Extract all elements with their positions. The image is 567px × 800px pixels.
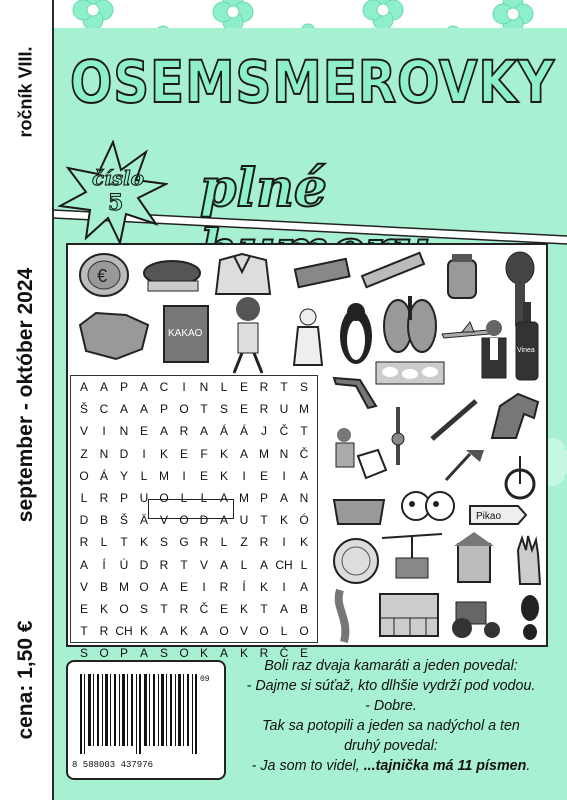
grid-cell: T <box>160 601 168 616</box>
grid-cell: A <box>219 557 228 572</box>
grid-cell: A <box>159 624 168 639</box>
grid-row <box>74 576 314 598</box>
grid-cell: K <box>139 535 148 550</box>
joke-line <box>226 736 556 756</box>
grid-cell: Č <box>279 424 289 439</box>
grid-cell: K <box>219 446 228 461</box>
jar-icon <box>442 250 482 311</box>
grid-cell: K <box>179 624 188 639</box>
grid-cell: O <box>139 579 149 594</box>
grid-cell: O <box>219 624 229 639</box>
grid-cell: N <box>299 491 309 506</box>
grid-cell: R <box>79 535 89 550</box>
grid-cell: P <box>119 380 128 395</box>
grid-row <box>74 598 314 620</box>
grid-cell: B <box>99 579 108 594</box>
grid-cell: E <box>79 601 88 616</box>
grid-cell: V <box>199 557 208 572</box>
grid-cell: T <box>180 557 188 572</box>
grid-cell: L <box>140 468 148 483</box>
grid-cell: K <box>99 601 108 616</box>
spine <box>0 0 54 800</box>
horse-icon <box>484 388 546 449</box>
unicycle-icon <box>494 452 538 505</box>
grid-cell: Y <box>119 468 128 483</box>
grid-cell: M <box>259 446 269 461</box>
grid-cell: A <box>139 380 148 395</box>
grid-cell: Z <box>240 535 248 550</box>
issue-starburst <box>58 140 168 245</box>
grid-cell: S <box>139 601 148 616</box>
grid-cell: O <box>159 491 169 506</box>
grid-cell: V <box>239 624 248 639</box>
grid-cell: C <box>99 402 109 417</box>
grid-cell: A <box>79 380 88 395</box>
period-label: september - október 2024 <box>14 267 37 523</box>
tractor-icon <box>446 594 506 645</box>
grid-cell: A <box>239 446 248 461</box>
grid-cell: Ó <box>299 513 309 528</box>
grid-cell: T <box>80 624 88 639</box>
grid-cell: E <box>179 579 188 594</box>
grid-cell: P <box>119 646 128 661</box>
grid-cell: Á <box>239 424 248 439</box>
toothpaste-label: Pikao <box>476 511 502 522</box>
grid-cell: I <box>282 468 286 483</box>
grid-cell: Á <box>99 468 108 483</box>
rope-knot-icon <box>388 405 408 472</box>
grid-cell: L <box>300 557 308 572</box>
barcode-issue-code: 09 <box>200 675 210 684</box>
grid-cell: A <box>299 579 308 594</box>
joke-line <box>226 676 556 696</box>
joke-line-text: druhý povedal: <box>344 738 438 754</box>
grid-cell: E <box>259 468 268 483</box>
grid-cell: I <box>282 579 286 594</box>
grid-cell: C <box>159 380 169 395</box>
grid-cell: A <box>219 646 228 661</box>
grid-row <box>74 443 314 465</box>
footprint-icon <box>516 592 544 647</box>
grid-row <box>74 465 314 487</box>
grid-cell: D <box>139 557 149 572</box>
grid-cell: O <box>99 646 109 661</box>
grid-cell: Ä <box>139 513 148 528</box>
grid-cell: R <box>99 624 109 639</box>
grid-cell: K <box>299 535 308 550</box>
grid-cell: F <box>200 446 208 461</box>
grid-cell: K <box>239 646 248 661</box>
grid-cell: Š <box>119 513 128 528</box>
grid-cell: K <box>279 513 288 528</box>
chairlift-icon <box>382 530 442 595</box>
euro-coin-icon <box>78 252 130 303</box>
joke-line-text: - Dobre. <box>365 698 417 714</box>
grid-cell: S <box>299 380 308 395</box>
grid-cell: E <box>139 424 148 439</box>
grid-cell: N <box>279 446 289 461</box>
grid-cell: R <box>259 402 269 417</box>
grid-cell: A <box>119 402 128 417</box>
grid-cell: K <box>159 446 168 461</box>
grid-cell: A <box>139 402 148 417</box>
grid-cell: E <box>239 380 248 395</box>
waiter-icon <box>476 318 512 389</box>
grid-cell: E <box>219 601 228 616</box>
grid-cell: O <box>79 468 89 483</box>
grid-cell: A <box>159 579 168 594</box>
volume-label: ročník VIII. <box>15 46 36 138</box>
hammock-icon <box>286 250 358 299</box>
grid-cell: Í <box>242 579 246 594</box>
grid-cell: D <box>79 513 89 528</box>
joke-line <box>226 656 556 676</box>
grid-cell: U <box>139 491 149 506</box>
price-label: cena: 1,50 € <box>14 620 37 740</box>
grid-cell: T <box>120 535 128 550</box>
grid-cell: R <box>179 601 189 616</box>
joke-line-text: - Dajme si súťaž, kto dlhšie vydrží pod vodou. <box>246 678 536 694</box>
grid-cell: B <box>99 513 108 528</box>
grid-cell: T <box>260 601 268 616</box>
map-icon <box>76 305 154 370</box>
grid-cell: Í <box>102 557 106 572</box>
grid-cell: K <box>219 468 228 483</box>
grid-cell: A <box>299 468 308 483</box>
angel-icon <box>288 305 328 374</box>
grid-cell: I <box>182 468 186 483</box>
grid-cell: R <box>259 380 269 395</box>
grid-cell: N <box>119 424 129 439</box>
grid-cell: K <box>239 601 248 616</box>
grid-cell: K <box>199 646 208 661</box>
sheep-flock-icon <box>374 352 448 393</box>
pandas-icon <box>398 482 458 533</box>
wine-label: Vinea <box>517 347 535 354</box>
grid-row <box>74 531 314 553</box>
svg-text:€: € <box>97 266 108 286</box>
grid-cell: I <box>202 579 206 594</box>
grid-cell: CH <box>115 624 133 639</box>
grid-cell: K <box>139 624 148 639</box>
grid-cell: O <box>299 624 309 639</box>
grid-cell: M <box>239 491 249 506</box>
joke-line-text: Tak sa potopili a jeden sa nadýchol a ten <box>262 718 520 734</box>
grid-cell: M <box>159 468 169 483</box>
grid-cell: O <box>259 624 269 639</box>
tag-icon <box>354 448 390 485</box>
grid-cell: Á <box>219 424 228 439</box>
grid-cell: V <box>79 424 88 439</box>
grid-cell: M <box>119 579 129 594</box>
grid-cell: A <box>79 557 88 572</box>
ruler-icon <box>358 250 428 295</box>
grid-cell: L <box>220 380 228 395</box>
hamster-wheel-icon <box>330 535 382 592</box>
grid-cell: I <box>142 446 146 461</box>
issue-label: číslo <box>92 166 144 190</box>
grid-cell: Č <box>299 446 309 461</box>
grid-cell: I <box>282 535 286 550</box>
grid-cell: S <box>159 646 168 661</box>
grid-cell: R <box>259 535 269 550</box>
wine-bottle-icon <box>512 300 542 389</box>
grid-cell: O <box>179 513 189 528</box>
grid-cell: Z <box>80 446 88 461</box>
house-icon <box>452 530 496 589</box>
grid-cell: L <box>80 491 88 506</box>
joke-line-text: - Ja som to videl, <box>251 758 364 774</box>
grid-cell: R <box>219 579 229 594</box>
grid-cell: E <box>239 402 248 417</box>
grid-cell: L <box>100 535 108 550</box>
hand-icon <box>510 530 546 591</box>
grid-cell: L <box>220 535 228 550</box>
grid-row <box>74 376 314 398</box>
grid-cell: A <box>99 380 108 395</box>
grid-cell: O <box>179 402 189 417</box>
grid-cell: N <box>99 446 109 461</box>
joke-end: . <box>526 758 531 774</box>
title-plne-humoru: plné <box>200 158 328 219</box>
grid-cell: B <box>299 601 308 616</box>
grid-cell: T <box>260 513 268 528</box>
grid-cell: A <box>199 424 208 439</box>
grid-cell: E <box>299 646 308 661</box>
grid-cell: Č <box>199 601 209 616</box>
balcony-icon <box>376 590 442 645</box>
man-with-sack-icon <box>218 295 278 380</box>
grid-cell: J <box>261 424 267 439</box>
joke-line-text: Boli raz dvaja kamaráti a jeden povedal: <box>264 658 518 674</box>
grid-cell: P <box>119 491 128 506</box>
grid-cell: A <box>279 601 288 616</box>
joke-line <box>226 756 556 776</box>
grid-cell: S <box>159 535 168 550</box>
grid-cell: N <box>199 380 209 395</box>
grid-cell: L <box>180 491 188 506</box>
grid-cell: A <box>159 424 168 439</box>
joke-line <box>226 696 556 716</box>
cocoa-package-icon <box>160 302 212 371</box>
title-osemsmerovky: OSEMSMEROVKY <box>70 48 555 116</box>
cocoa-label: KAKAO <box>168 328 203 339</box>
grid-cell: M <box>299 402 309 417</box>
esophagus-icon <box>330 588 360 649</box>
penguin-icon <box>336 298 376 373</box>
issue-number: 5 <box>108 190 124 216</box>
grid-cell: I <box>102 424 106 439</box>
grid-cell: V <box>159 513 168 528</box>
brush-icon <box>140 255 202 306</box>
grid-cell: Š <box>79 402 88 417</box>
grid-cell: O <box>119 601 129 616</box>
joke-line <box>226 716 556 736</box>
barcode-number: 8 588003 437976 <box>72 760 154 770</box>
grid-cell: R <box>99 491 109 506</box>
grid-cell: S <box>219 402 228 417</box>
grid-cell: T <box>300 424 308 439</box>
grid-cell: T <box>200 402 208 417</box>
grid-cell: R <box>199 535 209 550</box>
example-word-box <box>148 499 234 519</box>
grid-cell: K <box>259 579 268 594</box>
grid-row <box>74 420 314 442</box>
grid-cell: T <box>280 380 288 395</box>
grid-cell: I <box>182 380 186 395</box>
grid-cell: E <box>199 468 208 483</box>
grid-cell: CH <box>275 557 293 572</box>
grid-cell: R <box>179 424 189 439</box>
grid-cell: A <box>279 491 288 506</box>
grid-cell: L <box>280 624 288 639</box>
tent-icon <box>330 488 388 533</box>
grid-cell: R <box>159 557 169 572</box>
grid-cell: Č <box>279 646 289 661</box>
grid-cell: A <box>219 513 228 528</box>
grid-cell: D <box>199 513 209 528</box>
grid-cell: R <box>259 646 269 661</box>
boomerang-icon <box>330 372 380 417</box>
grid-cell: P <box>259 491 268 506</box>
grid-cell: Ú <box>119 557 129 572</box>
grid-cell: G <box>179 535 189 550</box>
grid-cell: A <box>259 557 268 572</box>
joke-punchline: ...tajnička má 11 písmen <box>363 758 527 774</box>
grid-cell: L <box>240 557 248 572</box>
grid-cell: P <box>159 402 168 417</box>
grid-cell: A <box>219 491 228 506</box>
grid-cell: U <box>239 513 249 528</box>
grid-cell: U <box>279 402 289 417</box>
grid-cell: A <box>139 646 148 661</box>
grid-cell: V <box>79 579 88 594</box>
grid-row <box>74 398 314 420</box>
grid-cell: S <box>79 646 88 661</box>
grid-row <box>74 554 314 576</box>
grid-cell: I <box>242 468 246 483</box>
grid-cell: L <box>200 491 208 506</box>
grid-row <box>74 620 314 642</box>
grid-cell: E <box>179 446 188 461</box>
grid-cell: A <box>199 624 208 639</box>
barcode-icon <box>74 674 224 764</box>
grid-cell: D <box>119 446 129 461</box>
grid-cell: O <box>179 646 189 661</box>
